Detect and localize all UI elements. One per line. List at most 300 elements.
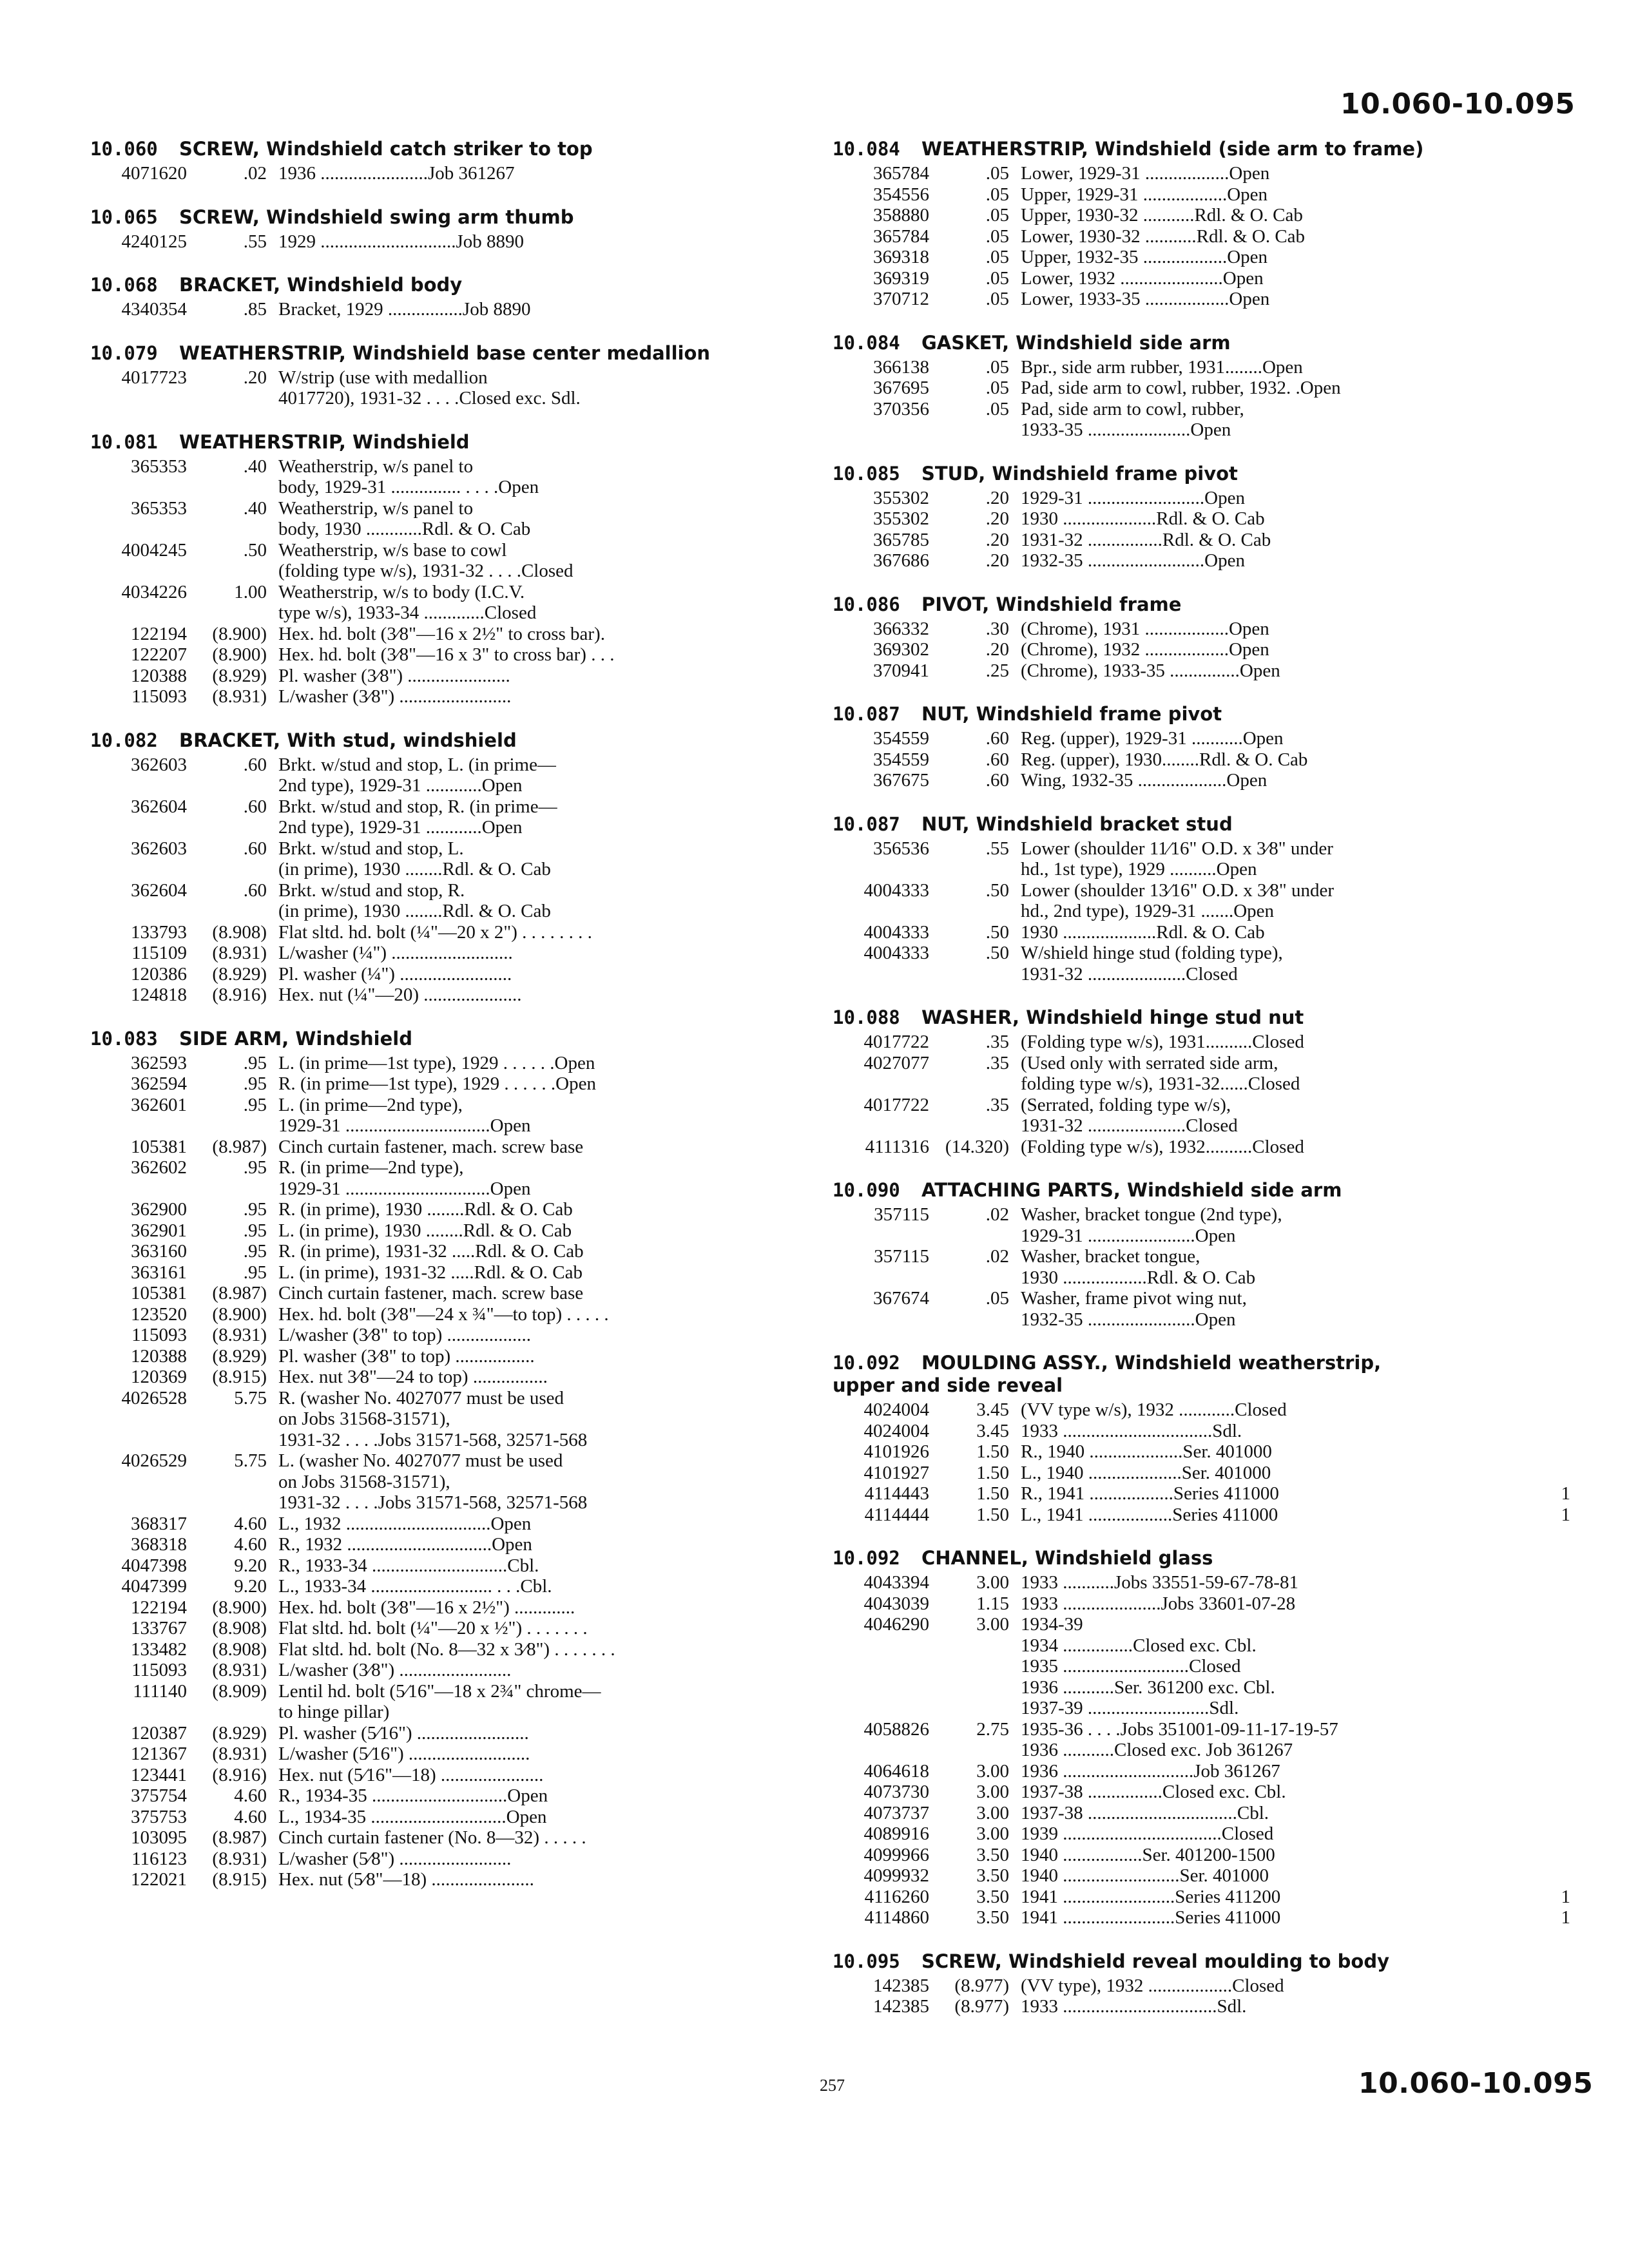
page-number: 257 bbox=[820, 2076, 845, 2095]
section-title: WEATHERSTRIP, Windshield bbox=[179, 430, 470, 453]
part-row bbox=[90, 1325, 793, 1346]
catalog-section bbox=[833, 1006, 1570, 1157]
part-price: .25 bbox=[985, 660, 1009, 681]
part-number: 133793 bbox=[131, 921, 187, 943]
part-price: .20 bbox=[243, 367, 267, 388]
section-heading bbox=[833, 1006, 1570, 1029]
part-row bbox=[833, 1803, 1570, 1824]
part-price: .02 bbox=[985, 1204, 1009, 1225]
part-description: Upper, 1930-32 ...........Rdl. & O. Cab bbox=[1021, 205, 1303, 226]
section-title: SCREW, Windshield reveal moulding to body bbox=[921, 1950, 1389, 1972]
part-number: 4004333 bbox=[863, 879, 929, 901]
part-price: (8.977) bbox=[954, 1975, 1009, 1996]
section-heading bbox=[833, 593, 1570, 616]
part-number: 362901 bbox=[131, 1220, 187, 1241]
part-price: (8.915) bbox=[212, 1367, 267, 1387]
part-description: L. (washer No. 4027077 must be used on Jobs 31568-31571), 1931-32 . . . .Jobs 31571-568, 32571-568 bbox=[278, 1450, 588, 1513]
part-number: 4046290 bbox=[863, 1614, 929, 1635]
part-number: 370941 bbox=[873, 660, 929, 681]
part-number: 122194 bbox=[131, 623, 187, 644]
part-price: 1.00 bbox=[234, 581, 267, 602]
part-description: Reg. (upper), 1929-31 ...........Open bbox=[1021, 728, 1284, 749]
part-description: 1936 .......................Job 361267 bbox=[278, 163, 515, 184]
section-number: 10.085 bbox=[833, 462, 900, 485]
part-price: (8.931) bbox=[212, 1744, 267, 1764]
part-price: (14.320) bbox=[945, 1136, 1009, 1157]
part-description: Lower, 1933-35 ..................Open bbox=[1021, 289, 1270, 309]
part-number: 120388 bbox=[131, 1345, 187, 1367]
part-price: .55 bbox=[243, 231, 267, 252]
part-price: .85 bbox=[243, 299, 267, 320]
part-row bbox=[833, 1907, 1570, 1928]
part-row bbox=[90, 1785, 793, 1807]
part-number: 4004333 bbox=[863, 921, 929, 943]
section-heading bbox=[833, 1547, 1570, 1570]
section-title: GASKET, Windshield side arm bbox=[921, 331, 1231, 354]
part-number: 370712 bbox=[873, 289, 929, 309]
section-heading bbox=[833, 463, 1570, 485]
part-price: .60 bbox=[243, 796, 267, 817]
part-row bbox=[90, 1681, 793, 1723]
part-price: .05 bbox=[985, 226, 1009, 247]
part-price: (8.929) bbox=[212, 1722, 267, 1744]
part-row bbox=[90, 1723, 793, 1744]
part-number: 4073737 bbox=[863, 1802, 929, 1823]
part-description: Pl. washer (3⁄8" to top) ................. bbox=[278, 1345, 535, 1367]
part-price: .35 bbox=[985, 1094, 1009, 1115]
part-description: L., 1934-35 .............................Open bbox=[278, 1806, 547, 1827]
part-row bbox=[833, 728, 1570, 749]
part-price: (8.916) bbox=[212, 1764, 267, 1785]
part-number: 4064618 bbox=[863, 1760, 929, 1782]
part-row bbox=[90, 1199, 793, 1220]
part-number: 142385 bbox=[873, 1996, 929, 2017]
part-description: L/washer (3⁄8") ........................ bbox=[278, 686, 512, 707]
part-description: 1935-36 . . . .Jobs 351001-09-11-17-19-57 1936 ...........Closed exc. Job 361267 bbox=[1021, 1718, 1338, 1760]
part-number: 4101927 bbox=[863, 1462, 929, 1483]
part-number: 362601 bbox=[131, 1094, 187, 1115]
part-number: 375753 bbox=[131, 1806, 187, 1827]
part-row bbox=[90, 1534, 793, 1555]
part-row bbox=[833, 838, 1570, 880]
part-description: L. (in prime—2nd type), 1929-31 ...............................Open bbox=[278, 1094, 531, 1136]
part-description: L. (in prime—1st type), 1929 . . . . . .Open bbox=[278, 1052, 595, 1073]
part-row bbox=[833, 1441, 1570, 1463]
part-number: 365784 bbox=[873, 163, 929, 184]
part-row bbox=[833, 488, 1570, 509]
catalog-section bbox=[90, 431, 793, 707]
section-title: STUD, Windshield frame pivot bbox=[921, 462, 1238, 485]
part-price: 5.75 bbox=[234, 1450, 267, 1471]
part-description: Reg. (upper), 1930........Rdl. & O. Cab bbox=[1021, 749, 1308, 770]
part-price: (8.900) bbox=[212, 1303, 267, 1325]
part-price: 3.45 bbox=[976, 1420, 1009, 1441]
part-price: .05 bbox=[985, 205, 1009, 226]
part-row bbox=[90, 754, 793, 796]
part-description: (Chrome), 1932 ..................Open bbox=[1021, 639, 1269, 660]
part-description: 1933 .....................Jobs 33601-07-28 bbox=[1021, 1593, 1296, 1614]
catalog-section bbox=[833, 813, 1570, 985]
part-number: 4047398 bbox=[121, 1555, 187, 1576]
section-number: 10.092 bbox=[833, 1352, 900, 1374]
catalog-section bbox=[90, 729, 793, 1006]
part-description: (Folding type w/s), 1932..........Closed bbox=[1021, 1136, 1304, 1157]
part-number: 370356 bbox=[873, 398, 929, 419]
part-description: Brkt. w/stud and stop, L. (in prime), 1930 ........Rdl. & O. Cab bbox=[278, 838, 551, 879]
part-number: 362603 bbox=[131, 754, 187, 775]
section-title: WEATHERSTRIP, Windshield base center medallion bbox=[179, 341, 711, 364]
part-description: (VV type), 1932 ..................Closed bbox=[1021, 1975, 1284, 1996]
part-description: R., 1933-34 .............................Cbl. bbox=[278, 1555, 539, 1576]
part-description: L/washer (3⁄8") ........................ bbox=[278, 1660, 512, 1680]
part-row bbox=[833, 922, 1570, 943]
part-price: .20 bbox=[985, 529, 1009, 550]
part-price: (8.977) bbox=[954, 1996, 1009, 2017]
part-row bbox=[833, 770, 1570, 791]
part-row bbox=[833, 1463, 1570, 1484]
part-number: 369318 bbox=[873, 247, 929, 267]
part-number: 124818 bbox=[131, 985, 187, 1005]
part-description: L., 1933-34 .......................... . . .Cbl. bbox=[278, 1576, 552, 1597]
part-row bbox=[833, 1845, 1570, 1866]
part-price: .20 bbox=[985, 508, 1009, 529]
part-number: 362593 bbox=[131, 1052, 187, 1073]
part-number: 115093 bbox=[131, 686, 187, 707]
part-description: Lower (shoulder 11⁄16" O.D. x 3⁄8" under hd., 1st type), 1929 ..........Open bbox=[1021, 838, 1333, 879]
catalog-section bbox=[833, 1547, 1570, 1928]
part-number: 122207 bbox=[131, 644, 187, 665]
part-description: Flat sltd. hd. bolt (¼"—20 x 2") . . . . . . . . bbox=[278, 921, 592, 943]
part-row bbox=[90, 1137, 793, 1158]
part-row bbox=[833, 1204, 1570, 1246]
part-number: 363160 bbox=[131, 1241, 187, 1262]
catalog-section bbox=[833, 703, 1570, 791]
part-number: 367675 bbox=[873, 770, 929, 791]
part-number: 105381 bbox=[131, 1283, 187, 1303]
part-row bbox=[90, 498, 793, 540]
part-price: .02 bbox=[985, 1246, 1009, 1267]
part-description: 1933 ...........Jobs 33551-59-67-78-81 bbox=[1021, 1572, 1298, 1593]
part-description: R. (washer No. 4027077 must be used on Jobs 31568-31571), 1931-32 . . . .Jobs 31571-568, 32571-568 bbox=[278, 1387, 588, 1450]
section-number: 10.095 bbox=[833, 1950, 900, 1972]
section-heading bbox=[833, 813, 1570, 836]
part-price: (8.900) bbox=[212, 623, 267, 644]
part-price: 5.75 bbox=[234, 1387, 267, 1408]
part-number: 362604 bbox=[131, 796, 187, 817]
catalog-section bbox=[90, 206, 793, 253]
part-price: 3.50 bbox=[976, 1907, 1009, 1928]
section-number: 10.082 bbox=[90, 729, 158, 751]
part-number: 4043394 bbox=[863, 1572, 929, 1593]
part-description: Hex. hd. bolt (3⁄8"—16 x 2½") ............. bbox=[278, 1597, 575, 1618]
part-price: .60 bbox=[243, 754, 267, 775]
section-number: 10.068 bbox=[90, 274, 158, 296]
part-number: 366138 bbox=[873, 356, 929, 378]
part-price: .05 bbox=[985, 378, 1009, 398]
part-row bbox=[90, 880, 793, 922]
part-description: (Folding type w/s), 1931..........Closed bbox=[1021, 1032, 1304, 1052]
part-price: .60 bbox=[243, 879, 267, 901]
part-price: .50 bbox=[985, 943, 1009, 963]
part-price: .40 bbox=[243, 456, 267, 477]
part-number: 367686 bbox=[873, 550, 929, 571]
section-title: SIDE ARM, Windshield bbox=[179, 1027, 412, 1050]
part-number: 4340354 bbox=[121, 299, 187, 320]
part-row bbox=[833, 205, 1570, 226]
part-price: .30 bbox=[985, 618, 1009, 639]
section-title: PIVOT, Windshield frame bbox=[921, 593, 1182, 615]
part-price: 3.50 bbox=[976, 1886, 1009, 1907]
part-row bbox=[90, 1807, 793, 1828]
section-heading bbox=[833, 1352, 1570, 1397]
part-number: 368318 bbox=[131, 1534, 187, 1555]
part-price: (8.900) bbox=[212, 644, 267, 665]
part-row bbox=[833, 639, 1570, 660]
part-description: (Used only with serrated side arm, folding type w/s), 1931-32......Closed bbox=[1021, 1052, 1300, 1094]
part-row bbox=[833, 1288, 1570, 1330]
part-number: 365353 bbox=[131, 497, 187, 519]
part-price: .95 bbox=[243, 1094, 267, 1115]
part-price: (8.916) bbox=[212, 985, 267, 1005]
part-description: W/shield hinge stud (folding type), 1931-32 .....................Closed bbox=[1021, 943, 1283, 985]
part-description: 1932-35 .........................Open bbox=[1021, 550, 1245, 571]
part-description: Upper, 1929-31 ..................Open bbox=[1021, 184, 1268, 205]
part-price: .60 bbox=[985, 728, 1009, 749]
part-row bbox=[90, 299, 793, 320]
part-description: Washer, bracket tongue, 1930 ..................Rdl. & O. Cab bbox=[1021, 1246, 1256, 1288]
part-description: 1931-32 ................Rdl. & O. Cab bbox=[1021, 529, 1271, 550]
part-row bbox=[90, 456, 793, 498]
section-number: 10.092 bbox=[833, 1547, 900, 1569]
part-row bbox=[833, 268, 1570, 289]
part-description: Pad, side arm to cowl, rubber, 1933-35 ......................Open bbox=[1021, 398, 1244, 440]
section-title: MOULDING ASSY., Windshield weatherstrip, upper and side reveal bbox=[833, 1352, 1382, 1396]
part-number: 4047399 bbox=[121, 1576, 187, 1597]
left-column bbox=[90, 138, 793, 1912]
part-row bbox=[833, 1975, 1570, 1997]
part-number: 4017723 bbox=[121, 367, 187, 388]
part-row bbox=[90, 1639, 793, 1660]
part-row bbox=[833, 1421, 1570, 1442]
part-row bbox=[833, 163, 1570, 184]
part-number: 120388 bbox=[131, 665, 187, 686]
part-price: 9.20 bbox=[234, 1555, 267, 1576]
part-price: 4.60 bbox=[234, 1785, 267, 1806]
part-number: 362602 bbox=[131, 1157, 187, 1178]
catalog-section bbox=[90, 274, 793, 320]
margin-mark: 1 bbox=[1561, 1504, 1570, 1525]
part-description: 1937-38 ................Closed exc. Cbl. bbox=[1021, 1782, 1286, 1802]
part-number: 133482 bbox=[131, 1639, 187, 1660]
part-row bbox=[833, 1782, 1570, 1803]
part-row bbox=[833, 226, 1570, 247]
part-number: 4240125 bbox=[121, 231, 187, 252]
part-description: Weatherstrip, w/s panel to body, 1929-31 ............... . . . .Open bbox=[278, 456, 539, 497]
part-description: Cinch curtain fastener, mach. screw base bbox=[278, 1283, 584, 1303]
part-description: L. (in prime), 1931-32 .....Rdl. & O. Cab bbox=[278, 1262, 583, 1283]
part-number: 120369 bbox=[131, 1367, 187, 1387]
part-description: R. (in prime), 1931-32 .....Rdl. & O. Cab bbox=[278, 1241, 584, 1262]
part-number: 4026528 bbox=[121, 1387, 187, 1408]
part-row bbox=[833, 1887, 1570, 1908]
section-heading bbox=[833, 332, 1570, 354]
part-description: 1933 .................................Sdl. bbox=[1021, 1996, 1247, 2017]
part-number: 4116260 bbox=[864, 1886, 929, 1907]
section-number: 10.088 bbox=[833, 1006, 900, 1028]
part-number: 123520 bbox=[131, 1303, 187, 1325]
part-row bbox=[833, 1719, 1570, 1761]
section-heading bbox=[90, 431, 793, 454]
part-description: R., 1941 ..................Series 411000 bbox=[1021, 1483, 1279, 1504]
part-price: .05 bbox=[985, 184, 1009, 205]
part-row bbox=[90, 686, 793, 707]
part-row bbox=[90, 624, 793, 645]
part-row bbox=[833, 550, 1570, 572]
section-number: 10.084 bbox=[833, 331, 900, 354]
part-price: 1.15 bbox=[976, 1593, 1009, 1614]
section-number: 10.087 bbox=[833, 703, 900, 725]
part-number: 4024004 bbox=[863, 1399, 929, 1420]
part-row bbox=[833, 1095, 1570, 1137]
part-price: (8.931) bbox=[212, 1660, 267, 1680]
section-heading bbox=[833, 1950, 1570, 1973]
part-number: 4099932 bbox=[863, 1865, 929, 1886]
part-price: (8.900) bbox=[212, 1597, 267, 1618]
part-price: 3.00 bbox=[976, 1614, 1009, 1635]
part-number: 4026529 bbox=[121, 1450, 187, 1471]
catalog-section bbox=[833, 1179, 1570, 1330]
part-number: 123441 bbox=[131, 1764, 187, 1785]
part-price: (8.987) bbox=[212, 1827, 267, 1848]
part-row bbox=[833, 619, 1570, 640]
catalog-section bbox=[833, 138, 1570, 310]
part-price: .50 bbox=[243, 539, 267, 561]
part-row bbox=[833, 530, 1570, 551]
section-heading bbox=[90, 729, 793, 752]
part-price: .20 bbox=[985, 550, 1009, 571]
part-price: .05 bbox=[985, 163, 1009, 184]
part-number: 4017722 bbox=[863, 1032, 929, 1052]
part-number: 368317 bbox=[131, 1513, 187, 1534]
part-row bbox=[90, 1555, 793, 1577]
part-row bbox=[90, 838, 793, 880]
catalog-section bbox=[90, 1028, 793, 1890]
part-number: 115093 bbox=[131, 1325, 187, 1345]
part-row bbox=[833, 943, 1570, 985]
part-description: 1939 ..................................Closed bbox=[1021, 1823, 1274, 1844]
part-row bbox=[833, 289, 1570, 310]
part-description: Cinch curtain fastener, mach. screw base bbox=[278, 1136, 584, 1157]
section-title: CHANNEL, Windshield glass bbox=[921, 1547, 1213, 1569]
part-description: W/strip (use with medallion 4017720), 1931-32 . . . .Closed exc. Sdl. bbox=[278, 367, 581, 408]
part-row bbox=[90, 1765, 793, 1786]
part-row bbox=[90, 1304, 793, 1325]
part-price: .20 bbox=[985, 639, 1009, 660]
part-price: .05 bbox=[985, 356, 1009, 378]
page-range-footer: 10.060-10.095 bbox=[1358, 2067, 1594, 2100]
section-heading bbox=[833, 1179, 1570, 1202]
part-number: 357115 bbox=[874, 1204, 929, 1225]
part-description: 1929 .............................Job 8890 bbox=[278, 231, 525, 252]
part-row bbox=[833, 1399, 1570, 1421]
part-price: (8.915) bbox=[212, 1869, 267, 1890]
part-number: 354559 bbox=[873, 728, 929, 749]
part-number: 365353 bbox=[131, 456, 187, 477]
catalog-section bbox=[833, 593, 1570, 682]
part-description: Cinch curtain fastener (No. 8—32) . . . . . bbox=[278, 1827, 586, 1848]
part-price: .60 bbox=[243, 838, 267, 859]
part-price: .05 bbox=[985, 398, 1009, 419]
part-row bbox=[833, 660, 1570, 682]
part-description: Hex. nut (¼"—20) ..................... bbox=[278, 985, 522, 1005]
part-description: Hex. hd. bolt (3⁄8"—16 x 3" to cross bar) . . . bbox=[278, 644, 615, 665]
margin-mark: 1 bbox=[1561, 1483, 1570, 1504]
part-price: 3.00 bbox=[976, 1782, 1009, 1802]
catalog-section bbox=[833, 332, 1570, 441]
part-price: 4.60 bbox=[234, 1534, 267, 1555]
part-row bbox=[833, 880, 1570, 922]
part-row bbox=[90, 1660, 793, 1681]
catalog-section bbox=[90, 342, 793, 409]
part-row bbox=[90, 540, 793, 582]
part-description: Hex. hd. bolt (3⁄8"—24 x ¾"—to top) . . . . . bbox=[278, 1303, 609, 1325]
part-row bbox=[833, 1865, 1570, 1887]
part-price: .50 bbox=[985, 879, 1009, 901]
part-description: Bpr., side arm rubber, 1931........Open bbox=[1021, 356, 1303, 378]
part-price: (8.929) bbox=[212, 963, 267, 985]
part-row bbox=[90, 1241, 793, 1262]
part-description: 1940 .................Ser. 401200-1500 bbox=[1021, 1844, 1275, 1865]
part-number: 369319 bbox=[873, 267, 929, 289]
part-row bbox=[90, 922, 793, 943]
part-number: 357115 bbox=[874, 1246, 929, 1267]
part-description: L., 1940 ....................Ser. 401000 bbox=[1021, 1462, 1271, 1483]
part-number: 4114443 bbox=[864, 1483, 929, 1504]
section-title: BRACKET, Windshield body bbox=[179, 274, 463, 296]
part-description: Washer, frame pivot wing nut, 1932-35 .......................Open bbox=[1021, 1288, 1247, 1330]
part-price: (8.987) bbox=[212, 1136, 267, 1157]
catalog-section bbox=[90, 138, 793, 184]
part-price: .95 bbox=[243, 1157, 267, 1178]
section-title: ATTACHING PARTS, Windshield side arm bbox=[921, 1179, 1342, 1201]
page-range-header: 10.060-10.095 bbox=[1340, 88, 1576, 120]
part-description: L., 1932 ...............................Open bbox=[278, 1513, 532, 1534]
part-description: Flat sltd. hd. bolt (¼"—20 x ½") . . . . . . . bbox=[278, 1618, 588, 1639]
part-description: 1941 ........................Series 411200 bbox=[1021, 1886, 1281, 1907]
part-description: Weatherstrip, w/s panel to body, 1930 ............Rdl. & O. Cab bbox=[278, 497, 531, 539]
part-price: .35 bbox=[985, 1052, 1009, 1073]
part-price: .20 bbox=[985, 487, 1009, 508]
part-number: 122194 bbox=[131, 1597, 187, 1618]
part-price: 3.50 bbox=[976, 1865, 1009, 1886]
section-heading bbox=[833, 703, 1570, 726]
part-number: 116123 bbox=[131, 1848, 187, 1869]
section-number: 10.065 bbox=[90, 206, 158, 228]
part-row bbox=[833, 378, 1570, 399]
part-description: R. (in prime—1st type), 1929 . . . . . .Open bbox=[278, 1073, 596, 1094]
part-description: Brkt. w/stud and stop, L. (in prime— 2nd type), 1929-31 ............Open bbox=[278, 754, 556, 796]
part-row bbox=[90, 985, 793, 1006]
part-number: 4071620 bbox=[121, 163, 187, 184]
part-row bbox=[833, 1483, 1570, 1504]
part-row bbox=[833, 1053, 1570, 1095]
part-row bbox=[90, 1157, 793, 1199]
part-number: 115109 bbox=[131, 943, 187, 963]
part-price: 9.20 bbox=[234, 1576, 267, 1597]
part-price: .95 bbox=[243, 1262, 267, 1283]
part-price: .55 bbox=[985, 838, 1009, 859]
part-price: 3.50 bbox=[976, 1844, 1009, 1865]
